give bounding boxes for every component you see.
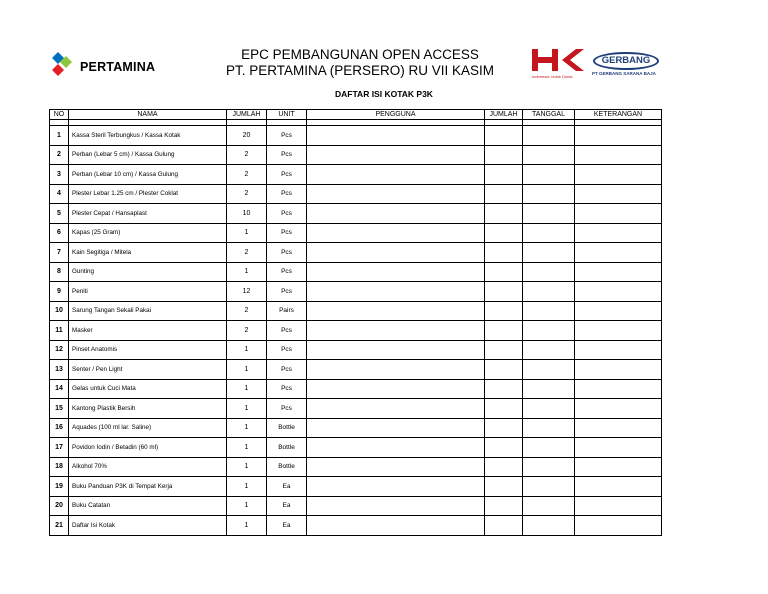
table-row <box>50 457 662 477</box>
row-no: 16 <box>50 418 69 438</box>
row-keterangan-cell[interactable] <box>575 457 662 477</box>
row-no: 3 <box>50 165 69 185</box>
row-keterangan-cell[interactable] <box>575 418 662 438</box>
row-tanggal-cell[interactable] <box>523 262 575 282</box>
row-keterangan-cell[interactable] <box>575 360 662 380</box>
row-unit: Pcs <box>267 145 307 165</box>
header-title-line2: PT. PERTAMINA (PERSERO) RU VII KASIM <box>225 63 495 78</box>
row-no: 12 <box>50 340 69 360</box>
row-tanggal-cell[interactable] <box>523 340 575 360</box>
row-no: 10 <box>50 301 69 321</box>
row-keterangan-cell[interactable] <box>575 243 662 263</box>
row-unit: Pcs <box>267 243 307 263</box>
row-unit: Bottle <box>267 418 307 438</box>
row-jumlah: 1 <box>227 262 267 282</box>
row-pengguna-cell[interactable] <box>307 301 485 321</box>
row-pengguna-cell[interactable] <box>307 457 485 477</box>
row-keterangan-cell[interactable] <box>575 145 662 165</box>
row-jumlah-cell[interactable] <box>485 399 523 419</box>
row-unit: Pcs <box>267 282 307 302</box>
column-header-jumlah-2: JUMLAH <box>485 110 523 120</box>
row-jumlah: 1 <box>227 418 267 438</box>
row-jumlah: 10 <box>227 204 267 224</box>
table-row <box>50 379 662 399</box>
row-unit: Pcs <box>267 262 307 282</box>
gerbang-logo <box>593 52 659 70</box>
row-keterangan-cell[interactable] <box>575 496 662 516</box>
row-jumlah: 12 <box>227 282 267 302</box>
row-unit: Pcs <box>267 379 307 399</box>
table-row <box>50 184 662 204</box>
table-header-row <box>50 110 662 120</box>
row-jumlah-cell[interactable] <box>485 243 523 263</box>
column-header-jumlah: JUMLAH <box>227 110 267 120</box>
row-jumlah-cell[interactable] <box>485 360 523 380</box>
row-keterangan-cell[interactable] <box>575 204 662 224</box>
row-pengguna-cell[interactable] <box>307 282 485 302</box>
row-pengguna-cell[interactable] <box>307 184 485 204</box>
row-pengguna-cell[interactable] <box>307 126 485 146</box>
row-jumlah-cell[interactable] <box>485 477 523 497</box>
row-nama: Pinset Anatomis <box>69 340 227 360</box>
row-no: 18 <box>50 457 69 477</box>
row-keterangan-cell[interactable] <box>575 399 662 419</box>
row-pengguna-cell[interactable] <box>307 379 485 399</box>
column-header-nama: NAMA <box>69 110 227 120</box>
row-keterangan-cell[interactable] <box>575 126 662 146</box>
table-row <box>50 282 662 302</box>
row-keterangan-cell[interactable] <box>575 516 662 536</box>
row-nama: Kapas (25 Gram) <box>69 223 227 243</box>
row-pengguna-cell[interactable] <box>307 418 485 438</box>
row-jumlah: 1 <box>227 379 267 399</box>
row-jumlah: 1 <box>227 457 267 477</box>
row-jumlah-cell[interactable] <box>485 438 523 458</box>
document-header <box>200 47 520 79</box>
row-tanggal-cell[interactable] <box>523 243 575 263</box>
row-jumlah-cell[interactable] <box>485 204 523 224</box>
row-tanggal-cell[interactable] <box>523 438 575 458</box>
column-header-tanggal: TANGGAL <box>523 110 575 120</box>
table-row <box>50 301 662 321</box>
row-no: 11 <box>50 321 69 341</box>
row-keterangan-cell[interactable] <box>575 223 662 243</box>
partner-logos <box>530 46 665 82</box>
row-tanggal-cell[interactable] <box>523 184 575 204</box>
row-pengguna-cell[interactable] <box>307 262 485 282</box>
row-nama: Peniti <box>69 282 227 302</box>
row-unit: Pcs <box>267 340 307 360</box>
row-jumlah-cell[interactable] <box>485 516 523 536</box>
row-no: 17 <box>50 438 69 458</box>
table-row <box>50 418 662 438</box>
column-header-no: NO <box>50 110 69 120</box>
row-unit: Bottle <box>267 457 307 477</box>
row-nama: Plester Cepat / Hansaplast <box>69 204 227 224</box>
row-tanggal-cell[interactable] <box>523 223 575 243</box>
row-nama: Plester Lebar 1.25 cm / Plester Coklat <box>69 184 227 204</box>
table-row <box>50 165 662 185</box>
table-row <box>50 243 662 263</box>
table-row <box>50 438 662 458</box>
row-tanggal-cell[interactable] <box>523 360 575 380</box>
row-jumlah-cell[interactable] <box>485 262 523 282</box>
row-jumlah: 2 <box>227 301 267 321</box>
table-row <box>50 399 662 419</box>
row-no: 8 <box>50 262 69 282</box>
row-jumlah-cell[interactable] <box>485 340 523 360</box>
gerbang-logo-sub: PT GERBANG SARANA BAJA <box>592 71 656 76</box>
row-tanggal-cell[interactable] <box>523 126 575 146</box>
row-tanggal-cell[interactable] <box>523 165 575 185</box>
row-keterangan-cell[interactable] <box>575 262 662 282</box>
row-unit: Pcs <box>267 204 307 224</box>
table-row <box>50 262 662 282</box>
row-keterangan-cell[interactable] <box>575 438 662 458</box>
row-keterangan-cell[interactable] <box>575 165 662 185</box>
table-row <box>50 204 662 224</box>
table-row <box>50 360 662 380</box>
row-nama: Senter / Pen Light <box>69 360 227 380</box>
row-pengguna-cell[interactable] <box>307 477 485 497</box>
hk-logo-icon <box>530 46 590 74</box>
row-jumlah-cell[interactable] <box>485 145 523 165</box>
row-keterangan-cell[interactable] <box>575 301 662 321</box>
row-nama: Sarung Tangan Sekali Pakai <box>69 301 227 321</box>
row-tanggal-cell[interactable] <box>523 379 575 399</box>
row-unit: Pairs <box>267 301 307 321</box>
row-no: 5 <box>50 204 69 224</box>
pertamina-emblem-icon <box>50 50 78 78</box>
row-keterangan-cell[interactable] <box>575 477 662 497</box>
row-no: 9 <box>50 282 69 302</box>
row-unit: Pcs <box>267 360 307 380</box>
row-tanggal-cell[interactable] <box>523 477 575 497</box>
row-unit: Pcs <box>267 165 307 185</box>
row-jumlah-cell[interactable] <box>485 379 523 399</box>
row-pengguna-cell[interactable] <box>307 243 485 263</box>
row-jumlah: 1 <box>227 360 267 380</box>
row-pengguna-cell[interactable] <box>307 360 485 380</box>
row-pengguna-cell[interactable] <box>307 516 485 536</box>
row-keterangan-cell[interactable] <box>575 379 662 399</box>
table-body <box>50 120 662 536</box>
row-jumlah: 20 <box>227 126 267 146</box>
row-jumlah: 1 <box>227 516 267 536</box>
row-tanggal-cell[interactable] <box>523 457 575 477</box>
row-nama: Perban (Lebar 10 cm) / Kassa Gulung <box>69 165 227 185</box>
row-tanggal-cell[interactable] <box>523 282 575 302</box>
row-nama: Kassa Steril Terbungkus / Kassa Kotak <box>69 126 227 146</box>
p3k-contents-table <box>49 109 662 536</box>
row-nama: Gunting <box>69 262 227 282</box>
row-nama: Buku Catatan <box>69 496 227 516</box>
row-pengguna-cell[interactable] <box>307 340 485 360</box>
row-tanggal-cell[interactable] <box>523 301 575 321</box>
row-nama: Aquades (100 ml lar. Saline) <box>69 418 227 438</box>
gerbang-logo-text: GERBANG <box>601 55 651 66</box>
header-title-line1: EPC PEMBANGUNAN OPEN ACCESS <box>241 47 479 62</box>
column-header-pengguna: PENGGUNA <box>307 110 485 120</box>
row-nama: Daftar Isi Kotak <box>69 516 227 536</box>
row-jumlah-cell[interactable] <box>485 165 523 185</box>
row-tanggal-cell[interactable] <box>523 145 575 165</box>
row-pengguna-cell[interactable] <box>307 165 485 185</box>
row-unit: Pcs <box>267 223 307 243</box>
row-jumlah: 2 <box>227 165 267 185</box>
table-row <box>50 496 662 516</box>
table-row <box>50 223 662 243</box>
row-tanggal-cell[interactable] <box>523 204 575 224</box>
row-tanggal-cell[interactable] <box>523 516 575 536</box>
row-pengguna-cell[interactable] <box>307 496 485 516</box>
row-unit: Pcs <box>267 321 307 341</box>
row-jumlah: 2 <box>227 243 267 263</box>
row-jumlah-cell[interactable] <box>485 301 523 321</box>
row-pengguna-cell[interactable] <box>307 223 485 243</box>
row-jumlah: 1 <box>227 438 267 458</box>
row-tanggal-cell[interactable] <box>523 418 575 438</box>
row-no: 4 <box>50 184 69 204</box>
row-no: 19 <box>50 477 69 497</box>
row-no: 15 <box>50 399 69 419</box>
row-keterangan-cell[interactable] <box>575 321 662 341</box>
document-title: DAFTAR ISI KOTAK P3K <box>335 89 433 99</box>
row-unit: Bottle <box>267 438 307 458</box>
row-jumlah: 1 <box>227 340 267 360</box>
row-jumlah-cell[interactable] <box>485 496 523 516</box>
table-row <box>50 516 662 536</box>
row-unit: Ea <box>267 477 307 497</box>
row-unit: Pcs <box>267 126 307 146</box>
row-unit: Pcs <box>267 184 307 204</box>
row-jumlah-cell[interactable] <box>485 418 523 438</box>
row-nama: Masker <box>69 321 227 341</box>
row-jumlah: 1 <box>227 496 267 516</box>
table-row <box>50 477 662 497</box>
row-no: 7 <box>50 243 69 263</box>
row-unit: Ea <box>267 496 307 516</box>
row-nama: Kantong Plastik Bersih <box>69 399 227 419</box>
table-row <box>50 340 662 360</box>
row-no: 14 <box>50 379 69 399</box>
row-nama: Povidon Iodin / Betadin (60 ml) <box>69 438 227 458</box>
row-unit: Pcs <box>267 399 307 419</box>
row-jumlah: 1 <box>227 477 267 497</box>
hk-logo-tagline: Indonesia Untuk Dunia <box>532 74 573 79</box>
row-no: 6 <box>50 223 69 243</box>
row-jumlah-cell[interactable] <box>485 282 523 302</box>
row-nama: Buku Panduan P3K di Tempat Kerja <box>69 477 227 497</box>
row-jumlah-cell[interactable] <box>485 184 523 204</box>
table-row <box>50 321 662 341</box>
row-tanggal-cell[interactable] <box>523 399 575 419</box>
row-keterangan-cell[interactable] <box>575 184 662 204</box>
pertamina-logo <box>50 50 160 84</box>
row-keterangan-cell[interactable] <box>575 282 662 302</box>
row-jumlah-cell[interactable] <box>485 223 523 243</box>
row-pengguna-cell[interactable] <box>307 438 485 458</box>
row-jumlah-cell[interactable] <box>485 126 523 146</box>
row-jumlah: 2 <box>227 321 267 341</box>
row-tanggal-cell[interactable] <box>523 321 575 341</box>
row-keterangan-cell[interactable] <box>575 340 662 360</box>
row-jumlah-cell[interactable] <box>485 321 523 341</box>
pertamina-logo-text: PERTAMINA <box>80 60 156 74</box>
row-jumlah: 1 <box>227 223 267 243</box>
row-jumlah-cell[interactable] <box>485 457 523 477</box>
column-header-unit: UNIT <box>267 110 307 120</box>
row-unit: Ea <box>267 516 307 536</box>
row-jumlah: 2 <box>227 184 267 204</box>
row-no: 21 <box>50 516 69 536</box>
row-pengguna-cell[interactable] <box>307 204 485 224</box>
row-no: 20 <box>50 496 69 516</box>
table-row <box>50 145 662 165</box>
row-no: 13 <box>50 360 69 380</box>
row-pengguna-cell[interactable] <box>307 145 485 165</box>
row-nama: Alkohol 70% <box>69 457 227 477</box>
row-pengguna-cell[interactable] <box>307 399 485 419</box>
row-tanggal-cell[interactable] <box>523 496 575 516</box>
column-header-keterangan: KETERANGAN <box>575 110 662 120</box>
row-jumlah: 2 <box>227 145 267 165</box>
table-row <box>50 126 662 146</box>
row-no: 2 <box>50 145 69 165</box>
row-pengguna-cell[interactable] <box>307 321 485 341</box>
row-nama: Gelas untuk Cuci Mata <box>69 379 227 399</box>
row-no: 1 <box>50 126 69 146</box>
row-nama: Kain Segitiga / Mitela <box>69 243 227 263</box>
row-nama: Perban (Lebar 5 cm) / Kassa Gulung <box>69 145 227 165</box>
row-jumlah: 1 <box>227 399 267 419</box>
